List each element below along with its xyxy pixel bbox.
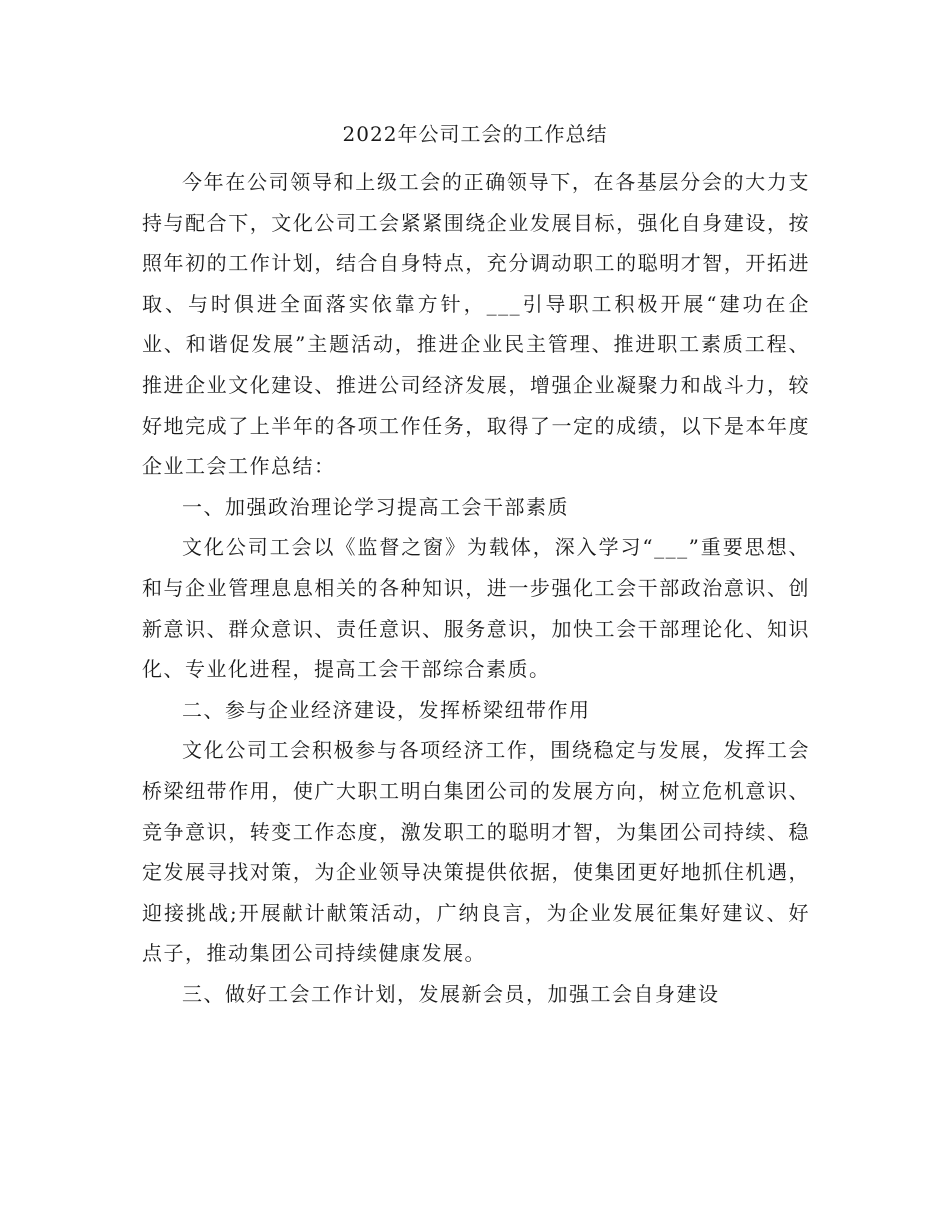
section-heading-2: 二、参与企业经济建设，发挥桥梁纽带作用 <box>182 697 591 722</box>
section-heading-1: 一、加强政治理论学习提高工会干部素质 <box>182 494 569 519</box>
section-heading-3: 三、做好工会工作计划，发展新会员，加强工会自身建设 <box>182 981 720 1006</box>
document-body <box>142 162 810 1014</box>
document-title: 2022年公司工会的工作总结 <box>342 122 608 146</box>
intro-paragraph: 今年在公司领导和上级工会的正确领导下，在各基层分会的大力支持与配合下，文化公司工会紧紧围绕企业发展目标，强化自身建设，按照年初的工作计划，结合自身特点，充分调动职工的聪明才智，开拓进取、与时俱进全面落实依靠方针，___引导职工积极开展“建功在企业、和谐促发展”主题活动，推进企业民主管理、推进职工素质工程、推进企业文化建设、推进公司经济发展，增强企业凝聚力和战斗力，较好地完成了上半年的各项工作任务，取得了一定的成绩，以下是本年度企业工会工作总结： <box>142 170 810 479</box>
section-1-paragraph: 文化公司工会以《监督之窗》为载体，深入学习“___”重要思想、和与企业管理息息相关的各种知识，进一步强化工会干部政治意识、创新意识、群众意识、责任意识、服务意识，加快工会干部理论化、知识化、专业化进程，提高工会干部综合素质。 <box>142 535 810 682</box>
section-2-paragraph: 文化公司工会积极参与各项经济工作，围绕稳定与发展，发挥工会桥梁纽带作用，使广大职工明白集团公司的发展方向，树立危机意识、竞争意识，转变工作态度，激发职工的聪明才智，为集团公司持续、稳定发展寻找对策，为企业领导决策提供依据，使集团更好地抓住机遇，迎接挑战;开展献计献策活动，广纳良言，为企业发展征集好建议、好点子，推动集团公司持续健康发展。 <box>142 738 810 966</box>
